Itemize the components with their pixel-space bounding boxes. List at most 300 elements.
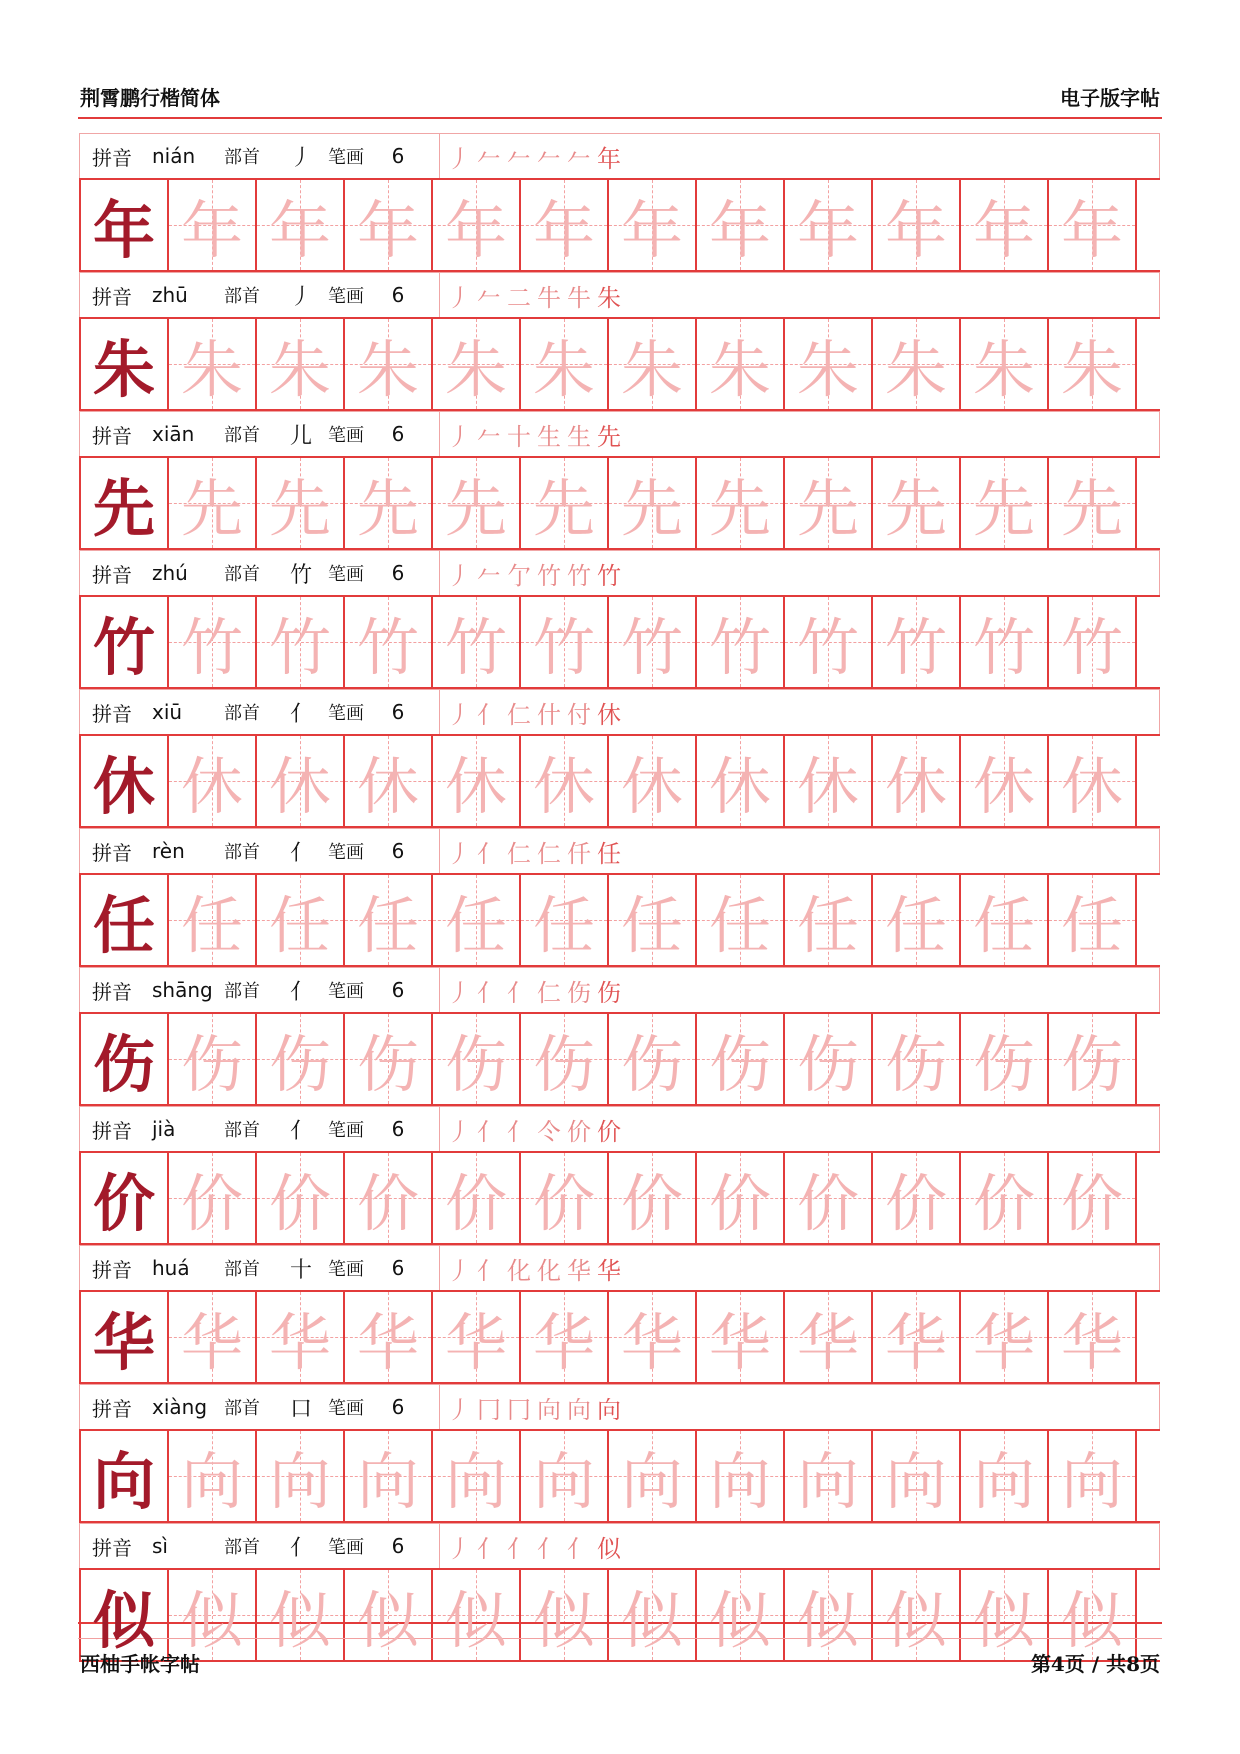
stroke-step: 亻 <box>477 978 505 1007</box>
stroke-step: 向 <box>537 1395 565 1424</box>
trace-character: 伤 <box>620 1027 683 1101</box>
trace-character: 年 <box>620 193 683 267</box>
trace-character: 朱 <box>356 332 419 406</box>
trace-character: 竹 <box>620 610 683 684</box>
trace-character: 先 <box>972 471 1035 545</box>
trace-character-cell <box>521 736 609 826</box>
trace-character: 先 <box>532 471 595 545</box>
header-rule <box>78 117 1162 119</box>
trace-character: 休 <box>884 749 947 823</box>
trace-character-cell <box>1049 180 1137 270</box>
stroke-step: 亻 <box>477 1534 505 1563</box>
stroke-step: 朱 <box>597 283 625 312</box>
pinyin-value: xiān <box>152 422 195 446</box>
trace-character: 伤 <box>796 1027 859 1101</box>
stroke-count-value: 6 <box>391 1256 405 1280</box>
trace-character: 似 <box>796 1583 859 1657</box>
trace-character: 伤 <box>356 1027 419 1101</box>
trace-character-cell <box>169 1431 257 1521</box>
trace-character-cell <box>1049 1431 1137 1521</box>
stroke-count-label: 笔画 <box>328 1120 364 1141</box>
trace-character: 华 <box>884 1305 947 1379</box>
trace-character: 华 <box>620 1305 683 1379</box>
trace-character: 价 <box>1060 1166 1123 1240</box>
trace-character: 休 <box>444 749 507 823</box>
trace-character: 华 <box>268 1305 331 1379</box>
trace-character-cell <box>697 319 785 409</box>
radical-label: 部首 <box>224 286 260 307</box>
model-character-cell <box>81 1292 169 1382</box>
trace-character: 华 <box>180 1305 243 1379</box>
trace-character: 年 <box>356 193 419 267</box>
trace-character: 竹 <box>356 610 419 684</box>
stroke-step: 丿 <box>447 839 475 868</box>
model-character-cell <box>81 597 169 687</box>
pinyin-value: nián <box>152 144 196 168</box>
stroke-step: 向 <box>597 1395 625 1424</box>
stroke-step: 伤 <box>567 978 595 1007</box>
stroke-step: 丿 <box>447 1534 475 1563</box>
trace-character: 华 <box>708 1305 771 1379</box>
trace-character: 年 <box>972 193 1035 267</box>
trace-character: 先 <box>444 471 507 545</box>
model-character: 任 <box>92 888 155 962</box>
trace-character: 休 <box>180 749 243 823</box>
trace-character: 先 <box>796 471 859 545</box>
trace-character: 似 <box>884 1583 947 1657</box>
trace-character: 似 <box>180 1583 243 1657</box>
trace-character-cell <box>697 1153 785 1243</box>
pinyin-value: sì <box>152 1534 168 1558</box>
model-character-cell <box>81 1014 169 1104</box>
trace-character: 伤 <box>444 1027 507 1101</box>
pinyin-value: xiàng <box>152 1395 208 1419</box>
practice-grid-row <box>79 873 1160 967</box>
stroke-step: 竹 <box>597 561 625 590</box>
trace-character-cell <box>873 180 961 270</box>
model-character-cell <box>81 458 169 548</box>
model-character: 伤 <box>92 1027 155 1101</box>
trace-character-cell <box>961 597 1049 687</box>
stroke-step: 竹 <box>567 561 595 590</box>
stroke-step: 价 <box>567 1117 595 1146</box>
trace-character-cell <box>961 875 1049 965</box>
practice-grid-row <box>79 734 1160 828</box>
trace-character: 华 <box>972 1305 1035 1379</box>
trace-character-cell <box>345 736 433 826</box>
trace-character: 向 <box>532 1444 595 1518</box>
trace-character-cell <box>169 875 257 965</box>
trace-character: 价 <box>796 1166 859 1240</box>
pinyin-value: shāng <box>152 978 213 1002</box>
trace-character: 任 <box>1060 888 1123 962</box>
radical-label: 部首 <box>224 1398 260 1419</box>
stroke-step: 亻 <box>507 978 535 1007</box>
pinyin-value: zhú <box>152 561 188 585</box>
stroke-step: 𠂉 <box>507 144 535 173</box>
stroke-step: 冂 <box>507 1395 535 1424</box>
trace-character-cell <box>521 597 609 687</box>
stroke-step: 亻 <box>537 1534 565 1563</box>
char-info-row <box>79 689 1160 734</box>
trace-character-cell <box>961 458 1049 548</box>
radical-label: 部首 <box>224 147 260 168</box>
trace-character: 向 <box>620 1444 683 1518</box>
trace-character-cell <box>873 1153 961 1243</box>
pinyin-value: rèn <box>152 839 185 863</box>
trace-character-cell <box>345 875 433 965</box>
trace-character: 先 <box>268 471 331 545</box>
stroke-count-value: 6 <box>391 283 405 307</box>
char-info-row <box>79 133 1160 178</box>
trace-character-cell <box>345 597 433 687</box>
trace-character: 朱 <box>620 332 683 406</box>
stroke-step: 化 <box>507 1256 535 1285</box>
stroke-step: 仁 <box>537 978 565 1007</box>
trace-character-cell <box>345 180 433 270</box>
trace-character-cell <box>433 1014 521 1104</box>
stroke-step: 牛 <box>537 283 565 312</box>
trace-character: 竹 <box>708 610 771 684</box>
trace-character-cell <box>257 597 345 687</box>
stroke-step: 十 <box>507 422 535 451</box>
stroke-step: 生 <box>567 422 595 451</box>
trace-character-cell <box>433 1431 521 1521</box>
trace-character-cell <box>345 1431 433 1521</box>
stroke-step: 亇 <box>507 561 535 590</box>
char-info-row <box>79 272 1160 317</box>
stroke-count-label: 笔画 <box>328 981 364 1002</box>
trace-character-cell <box>873 1014 961 1104</box>
trace-character-cell <box>257 1292 345 1382</box>
trace-character: 年 <box>180 193 243 267</box>
stroke-count-value: 6 <box>391 561 405 585</box>
trace-character-cell <box>785 1431 873 1521</box>
trace-character-cell <box>697 458 785 548</box>
trace-character-cell <box>345 1292 433 1382</box>
trace-character-cell <box>257 875 345 965</box>
trace-character-cell <box>697 1431 785 1521</box>
trace-character-cell <box>873 736 961 826</box>
trace-character-cell <box>257 1431 345 1521</box>
trace-character: 价 <box>532 1166 595 1240</box>
practice-grid-row <box>79 1012 1160 1106</box>
trace-character: 向 <box>972 1444 1035 1518</box>
trace-character: 价 <box>620 1166 683 1240</box>
trace-character: 价 <box>972 1166 1035 1240</box>
radical-label: 部首 <box>224 1259 260 1280</box>
trace-character: 任 <box>356 888 419 962</box>
trace-character: 向 <box>444 1444 507 1518</box>
stroke-step: 亻 <box>477 1256 505 1285</box>
trace-character-cell <box>1049 1292 1137 1382</box>
trace-character-cell <box>521 1292 609 1382</box>
stroke-step: 什 <box>537 700 565 729</box>
stroke-step: 华 <box>597 1256 625 1285</box>
trace-character-cell <box>609 736 697 826</box>
trace-character-cell <box>521 319 609 409</box>
trace-character: 休 <box>1060 749 1123 823</box>
trace-character: 休 <box>620 749 683 823</box>
radical-value: 亻 <box>289 1118 312 1144</box>
trace-character-cell <box>961 736 1049 826</box>
pinyin-label: 拼音 <box>92 1396 132 1421</box>
trace-character: 任 <box>972 888 1035 962</box>
trace-character: 朱 <box>444 332 507 406</box>
trace-character: 价 <box>884 1166 947 1240</box>
stroke-step: 仟 <box>567 839 595 868</box>
stroke-step: 二 <box>507 283 535 312</box>
trace-character-cell <box>873 1292 961 1382</box>
trace-character-cell <box>1049 597 1137 687</box>
stroke-count-value: 6 <box>391 1534 405 1558</box>
edition-label: 电子版字帖 <box>1060 85 1160 110</box>
model-character-cell <box>81 1431 169 1521</box>
model-character-cell <box>81 180 169 270</box>
trace-character-cell <box>609 1431 697 1521</box>
pinyin-label: 拼音 <box>92 1535 132 1560</box>
stroke-count-label: 笔画 <box>328 703 364 724</box>
radical-value: 丿 <box>289 145 312 171</box>
trace-character: 任 <box>620 888 683 962</box>
trace-character: 似 <box>620 1583 683 1657</box>
trace-character: 伤 <box>972 1027 1035 1101</box>
stroke-count-label: 笔画 <box>328 1537 364 1558</box>
trace-character: 伤 <box>884 1027 947 1101</box>
trace-character: 竹 <box>972 610 1035 684</box>
trace-character-cell <box>257 180 345 270</box>
char-info-row <box>79 1523 1160 1568</box>
trace-character: 价 <box>444 1166 507 1240</box>
pinyin-label: 拼音 <box>92 423 132 448</box>
practice-grid-row <box>79 1290 1160 1384</box>
trace-character: 休 <box>796 749 859 823</box>
radical-value: 亻 <box>289 701 312 727</box>
trace-character: 似 <box>356 1583 419 1657</box>
trace-character: 向 <box>884 1444 947 1518</box>
radical-value: 亻 <box>289 840 312 866</box>
stroke-step: 丿 <box>447 1256 475 1285</box>
trace-character-cell <box>609 1153 697 1243</box>
trace-character: 朱 <box>708 332 771 406</box>
stroke-step: 丿 <box>447 1395 475 1424</box>
model-character-cell <box>81 736 169 826</box>
trace-character: 华 <box>532 1305 595 1379</box>
trace-character: 价 <box>180 1166 243 1240</box>
trace-character: 年 <box>444 193 507 267</box>
trace-character: 竹 <box>796 610 859 684</box>
trace-character-cell <box>521 1153 609 1243</box>
trace-character: 价 <box>356 1166 419 1240</box>
stroke-step: 丿 <box>447 422 475 451</box>
stroke-step: 𠂉 <box>477 283 505 312</box>
trace-character: 任 <box>708 888 771 962</box>
trace-character-cell <box>785 875 873 965</box>
trace-character-cell <box>609 1292 697 1382</box>
stroke-step: 仁 <box>507 839 535 868</box>
trace-character-cell <box>521 1014 609 1104</box>
trace-character-cell <box>697 597 785 687</box>
stroke-step: 丿 <box>447 283 475 312</box>
stroke-step: 伤 <box>597 978 625 1007</box>
trace-character-cell <box>961 1431 1049 1521</box>
trace-character-cell <box>169 1153 257 1243</box>
trace-character: 任 <box>884 888 947 962</box>
trace-character-cell <box>785 1292 873 1382</box>
radical-label: 部首 <box>224 1120 260 1141</box>
stroke-step: 冂 <box>477 1395 505 1424</box>
stroke-count-value: 6 <box>391 422 405 446</box>
trace-character: 向 <box>356 1444 419 1518</box>
trace-character-cell <box>609 180 697 270</box>
pinyin-value: jià <box>152 1117 176 1141</box>
trace-character: 向 <box>796 1444 859 1518</box>
trace-character-cell <box>1049 319 1137 409</box>
stroke-order <box>439 968 1159 1012</box>
brand-name: 西柚手帐字帖 <box>80 1651 200 1676</box>
stroke-step: 𠂉 <box>537 144 565 173</box>
trace-character-cell <box>433 319 521 409</box>
trace-character: 向 <box>708 1444 771 1518</box>
stroke-step: 牛 <box>567 283 595 312</box>
char-info-row <box>79 967 1160 1012</box>
trace-character: 华 <box>356 1305 419 1379</box>
trace-character-cell <box>697 180 785 270</box>
model-character: 价 <box>92 1166 155 1240</box>
pinyin-value: zhū <box>152 283 188 307</box>
stroke-count-label: 笔画 <box>328 842 364 863</box>
model-character-cell <box>81 1153 169 1243</box>
trace-character-cell <box>433 458 521 548</box>
trace-character-cell <box>697 1014 785 1104</box>
trace-character: 向 <box>1060 1444 1123 1518</box>
pinyin-label: 拼音 <box>92 979 132 1004</box>
stroke-step: 亻 <box>477 839 505 868</box>
stroke-step: 仒 <box>537 1117 565 1146</box>
practice-grid-row <box>79 456 1160 550</box>
trace-character-cell <box>433 180 521 270</box>
stroke-count-label: 笔画 <box>328 1259 364 1280</box>
model-character: 竹 <box>92 610 155 684</box>
radical-label: 部首 <box>224 564 260 585</box>
trace-character-cell <box>1049 458 1137 548</box>
stroke-step: 化 <box>537 1256 565 1285</box>
trace-character-cell <box>785 1014 873 1104</box>
stroke-step: 亻 <box>507 1117 535 1146</box>
trace-character-cell <box>697 1292 785 1382</box>
trace-character-cell <box>961 1153 1049 1243</box>
stroke-step: 亻 <box>507 1534 535 1563</box>
trace-character: 华 <box>1060 1305 1123 1379</box>
trace-character: 先 <box>180 471 243 545</box>
font-name: 荆霄鹏行楷简体 <box>80 85 220 110</box>
trace-character: 先 <box>1060 471 1123 545</box>
model-character-cell <box>81 319 169 409</box>
trace-character: 休 <box>356 749 419 823</box>
trace-character: 伤 <box>1060 1027 1123 1101</box>
model-character: 华 <box>92 1305 155 1379</box>
trace-character: 年 <box>708 193 771 267</box>
trace-character-cell <box>345 319 433 409</box>
stroke-step: 𠂉 <box>567 144 595 173</box>
model-character: 休 <box>92 749 155 823</box>
trace-character-cell <box>169 180 257 270</box>
trace-character-cell <box>1049 1014 1137 1104</box>
trace-character: 似 <box>972 1583 1035 1657</box>
radical-value: 亻 <box>289 979 312 1005</box>
trace-character: 伤 <box>532 1027 595 1101</box>
stroke-step: 付 <box>567 700 595 729</box>
trace-character: 朱 <box>180 332 243 406</box>
trace-character: 任 <box>444 888 507 962</box>
trace-character: 华 <box>444 1305 507 1379</box>
stroke-order <box>439 551 1159 595</box>
trace-character: 先 <box>884 471 947 545</box>
stroke-step: 价 <box>597 1117 625 1146</box>
trace-character: 先 <box>356 471 419 545</box>
stroke-step: 丿 <box>447 144 475 173</box>
stroke-count-label: 笔画 <box>328 564 364 585</box>
trace-character-cell <box>697 875 785 965</box>
practice-grid-row <box>79 1151 1160 1245</box>
trace-character-cell <box>609 458 697 548</box>
model-character-cell <box>81 875 169 965</box>
trace-character-cell <box>257 1153 345 1243</box>
trace-character-cell <box>169 1014 257 1104</box>
trace-character-cell <box>521 458 609 548</box>
stroke-count-value: 6 <box>391 700 405 724</box>
trace-character-cell <box>345 1153 433 1243</box>
trace-character-cell <box>433 875 521 965</box>
trace-character-cell <box>433 1292 521 1382</box>
model-character: 年 <box>92 193 155 267</box>
radical-value: 丿 <box>289 284 312 310</box>
model-character: 先 <box>92 471 155 545</box>
stroke-step: 丿 <box>447 978 475 1007</box>
radical-value: 十 <box>289 1257 312 1283</box>
trace-character: 竹 <box>884 610 947 684</box>
model-character: 朱 <box>92 332 155 406</box>
radical-label: 部首 <box>224 703 260 724</box>
trace-character-cell <box>169 319 257 409</box>
trace-character-cell <box>961 1292 1049 1382</box>
stroke-order <box>439 1385 1159 1429</box>
stroke-order <box>439 412 1159 456</box>
stroke-count-label: 笔画 <box>328 286 364 307</box>
trace-character-cell <box>785 1153 873 1243</box>
trace-character-cell <box>609 875 697 965</box>
char-info-row <box>79 828 1160 873</box>
trace-character: 先 <box>708 471 771 545</box>
trace-character: 朱 <box>268 332 331 406</box>
trace-character: 先 <box>620 471 683 545</box>
model-character: 似 <box>92 1583 155 1657</box>
stroke-count-value: 6 <box>391 978 405 1002</box>
pinyin-value: xiū <box>152 700 183 724</box>
trace-character: 任 <box>180 888 243 962</box>
pinyin-label: 拼音 <box>92 562 132 587</box>
trace-character-cell <box>257 736 345 826</box>
trace-character-cell <box>961 180 1049 270</box>
stroke-order <box>439 1524 1159 1568</box>
trace-character-cell <box>433 1153 521 1243</box>
trace-character-cell <box>873 597 961 687</box>
trace-character: 任 <box>796 888 859 962</box>
trace-character: 竹 <box>532 610 595 684</box>
radical-value: 口 <box>289 1396 312 1422</box>
trace-character-cell <box>521 1431 609 1521</box>
trace-character: 竹 <box>1060 610 1123 684</box>
